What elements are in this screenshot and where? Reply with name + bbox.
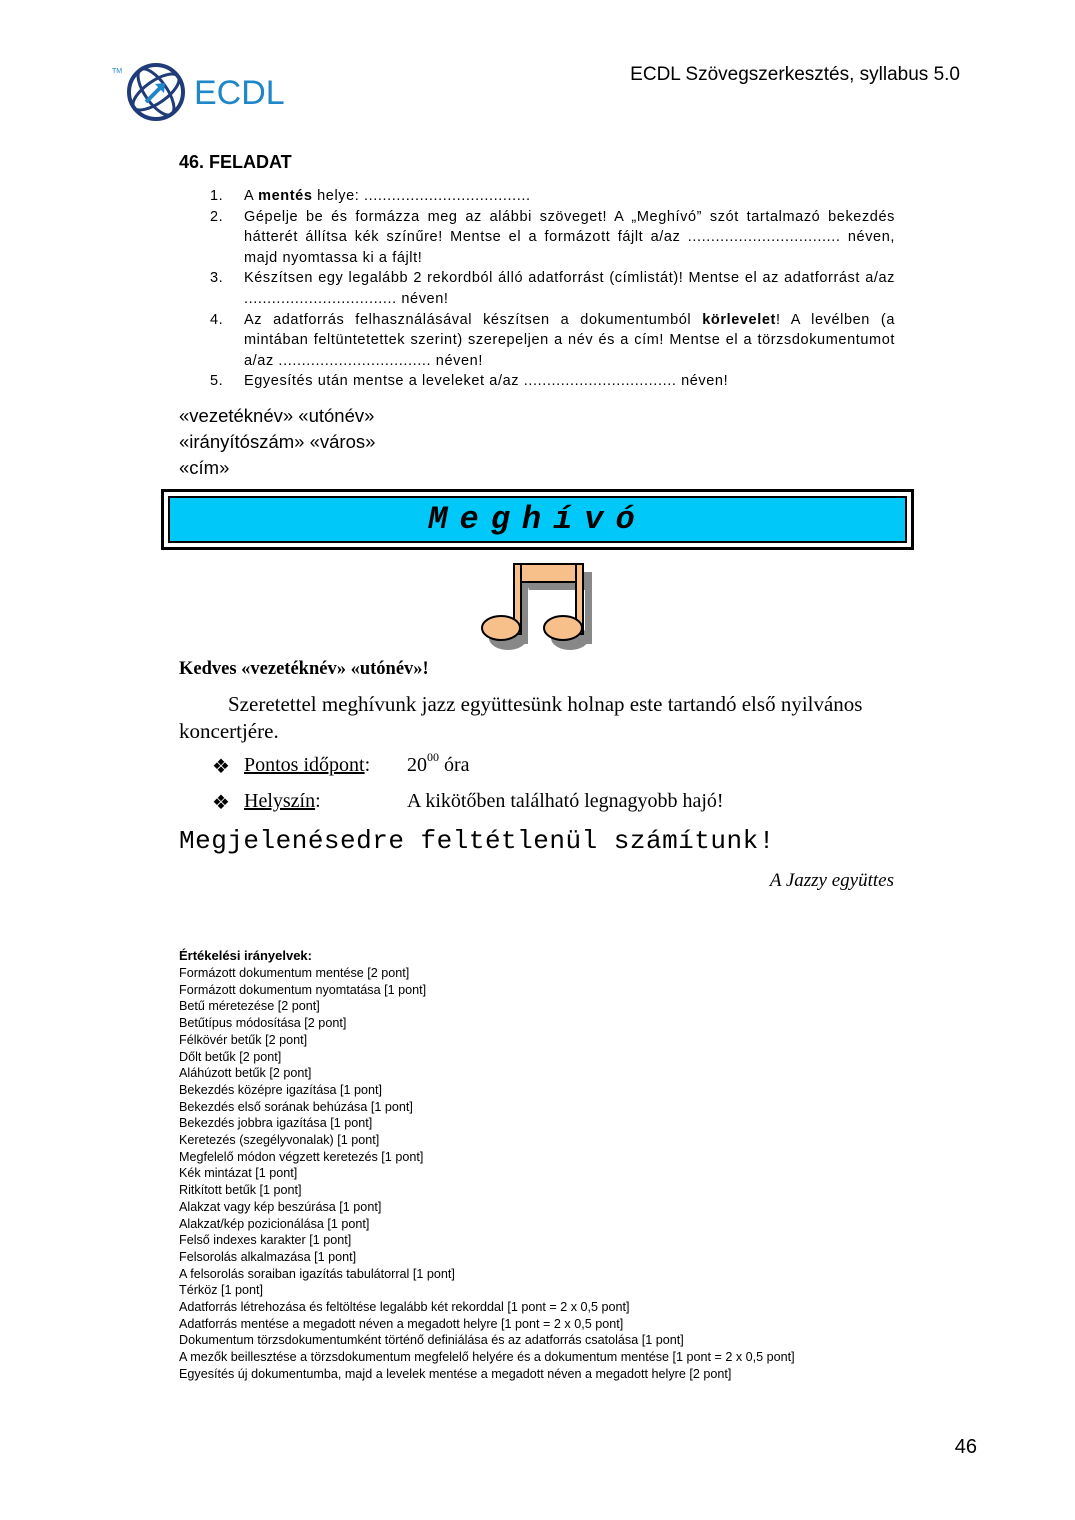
criteria-item: Betűtípus módosítása [2 pont]	[179, 1016, 347, 1031]
task-item-text: Készítsen egy legalább 2 rekordból álló adatforrást (címlistát)! Mentse el az adatforrást a/az ................................. néven!	[244, 270, 895, 307]
criteria-item: Kék mintázat [1 pont]	[179, 1166, 298, 1181]
criteria-item: Adatforrás létrehozása és feltöltése legalább két rekorddal [1 pont = 2 x 0,5 pont]	[179, 1300, 630, 1315]
invitation-banner-fill	[168, 496, 907, 543]
criteria-item: Formázott dokumentum mentése [2 pont]	[179, 966, 410, 980]
task-item-text: ! A levélben (a mintában feltüntetettek szerint) szerepeljen a név és a cím! Mentse el a törzsdokumentumot a/az ................................. néven!	[244, 311, 895, 369]
criteria-title: Értékelési irányelvek:	[179, 948, 312, 963]
invitation-banner	[161, 489, 914, 550]
criteria-item: Bekezdés első sorának behúzása [1 pont]	[179, 1099, 413, 1114]
criteria-item: Aláhúzott betűk [2 pont]	[179, 1066, 312, 1081]
merge-fields	[179, 403, 375, 481]
criteria-item: Bekezdés jobbra igazítása [1 pont]	[179, 1116, 373, 1131]
logo-wordmark: ECDL	[194, 74, 285, 112]
task-item-bold: mentés	[258, 188, 313, 204]
criteria-item: Megfelelő módon végzett keretezés [1 pont]	[179, 1149, 424, 1164]
criteria-item: Keretezés (szegélyvonalak) [1 pont]	[179, 1133, 380, 1148]
criteria-item: Alakzat/kép pozicionálása [1 pont]	[179, 1216, 370, 1231]
criteria-list	[179, 965, 795, 1383]
header-title: ECDL Szövegszerkesztés, syllabus 5.0	[630, 64, 960, 85]
task-item	[210, 310, 895, 372]
criteria-item: Térköz [1 pont]	[179, 1283, 263, 1298]
criteria-item: Dőlt betűk [2 pont]	[179, 1049, 282, 1064]
diamond-bullet-icon: ❖	[212, 792, 230, 814]
task-list	[210, 186, 895, 392]
task-item-number: 2.	[210, 208, 224, 225]
bullet-label	[244, 754, 370, 777]
criteria-item: Bekezdés középre igazítása [1 pont]	[179, 1082, 383, 1097]
task-item-number: 3.	[210, 270, 224, 287]
ecdl-globe-icon	[124, 62, 188, 122]
bullet-label	[244, 790, 321, 813]
criteria-item: Formázott dokumentum nyomtatása [1 pont]	[179, 982, 427, 997]
letter-body: Szeretettel meghívunk jazz együttesünk holnap este tartandó első nyilvános koncertjére.	[179, 692, 863, 743]
task-item-text: Az adatforrás felhasználásával készítsen a dokumentumból	[244, 311, 703, 328]
bullet-label-text: Pontos időpont	[244, 754, 365, 776]
time-value: 20	[407, 754, 427, 776]
ecdl-logo	[112, 60, 292, 122]
letter-greeting: Kedves «vezetéknév» «utónév»!	[179, 659, 429, 679]
task-item-text: A	[244, 188, 259, 204]
task-item-number: 4.	[210, 311, 224, 328]
criteria-item: Dokumentum törzsdokumentumként történő definiálása és az adatforrás csatolása [1 pont]	[179, 1333, 684, 1348]
criteria-item: Alakzat vagy kép beszúrása [1 pont]	[179, 1199, 382, 1214]
letter-closing: Megjelenésedre feltétlenül számítunk!	[179, 826, 775, 856]
task-item-text: Egyesítés után mentse a leveleket a/az ................................. néven!	[244, 373, 729, 390]
bullet-value: A kikötőben található legnagyobb hajó!	[407, 790, 724, 812]
bullet-colon: :	[364, 754, 371, 776]
task-item-number: 5.	[210, 373, 224, 390]
bullet-label-text: Helyszín	[244, 790, 316, 812]
trademark-mark: TM	[112, 68, 123, 75]
criteria-item: Adatforrás mentése a megadott néven a megadott helyre [1 pont = 2 x 0,5 pont]	[179, 1316, 624, 1331]
task-item-text: Gépelje be és formázza meg az alábbi szöveget! A „Meghívó” szót tartalmazó bekezdés hátterét állítsa kék színűre! Mentse el a formázott fájlt a/az ................................. néven, majd nyomtassa ki a fájlt!	[244, 208, 895, 266]
task-item-text: helye: ....................................	[312, 188, 531, 204]
merge-field-line: «irányítószám» «város»	[179, 431, 376, 452]
criteria-item: Betű méretezése [2 pont]	[179, 999, 320, 1014]
criteria-item: Felsorolás alkalmazása [1 pont]	[179, 1249, 357, 1264]
letter-signature: A Jazzy együttes	[769, 870, 894, 891]
criteria-item: A mezők beillesztése a törzsdokumentum megfelelő helyére és a dokumentum mentése [1 pont = 2 x 0,5 pont]	[179, 1350, 795, 1365]
invitation-title: Meghívó	[428, 501, 647, 538]
criteria-item: Egyesítés új dokumentumba, majd a levelek mentése a megadott néven a megadott helyre [2 pont]	[179, 1366, 732, 1381]
bullet-value	[407, 750, 470, 777]
criteria-item: A felsorolás soraiban igazítás tabulátorral [1 pont]	[179, 1266, 455, 1281]
diamond-bullet-icon: ❖	[212, 756, 230, 778]
task-title: 46. FELADAT	[179, 152, 292, 172]
criteria-item: Félkövér betűk [2 pont]	[179, 1032, 308, 1047]
task-item	[210, 186, 895, 207]
time-unit: óra	[439, 754, 470, 776]
task-item	[210, 207, 895, 269]
criteria-item: Felső indexes karakter [1 pont]	[179, 1233, 352, 1248]
task-item	[210, 268, 895, 309]
task-item	[210, 371, 895, 392]
criteria-item: Ritkított betűk [1 pont]	[179, 1183, 302, 1198]
music-note-icon	[476, 560, 600, 652]
time-superscript: 00	[427, 750, 439, 764]
merge-field-line: «vezetéknév» «utónév»	[179, 405, 375, 426]
bullet-colon: :	[315, 790, 321, 812]
page-number: 46	[954, 1436, 977, 1458]
task-item-number: 1.	[210, 188, 224, 204]
merge-field-line: «cím»	[179, 457, 230, 478]
task-item-bold: körlevelet	[702, 311, 776, 328]
